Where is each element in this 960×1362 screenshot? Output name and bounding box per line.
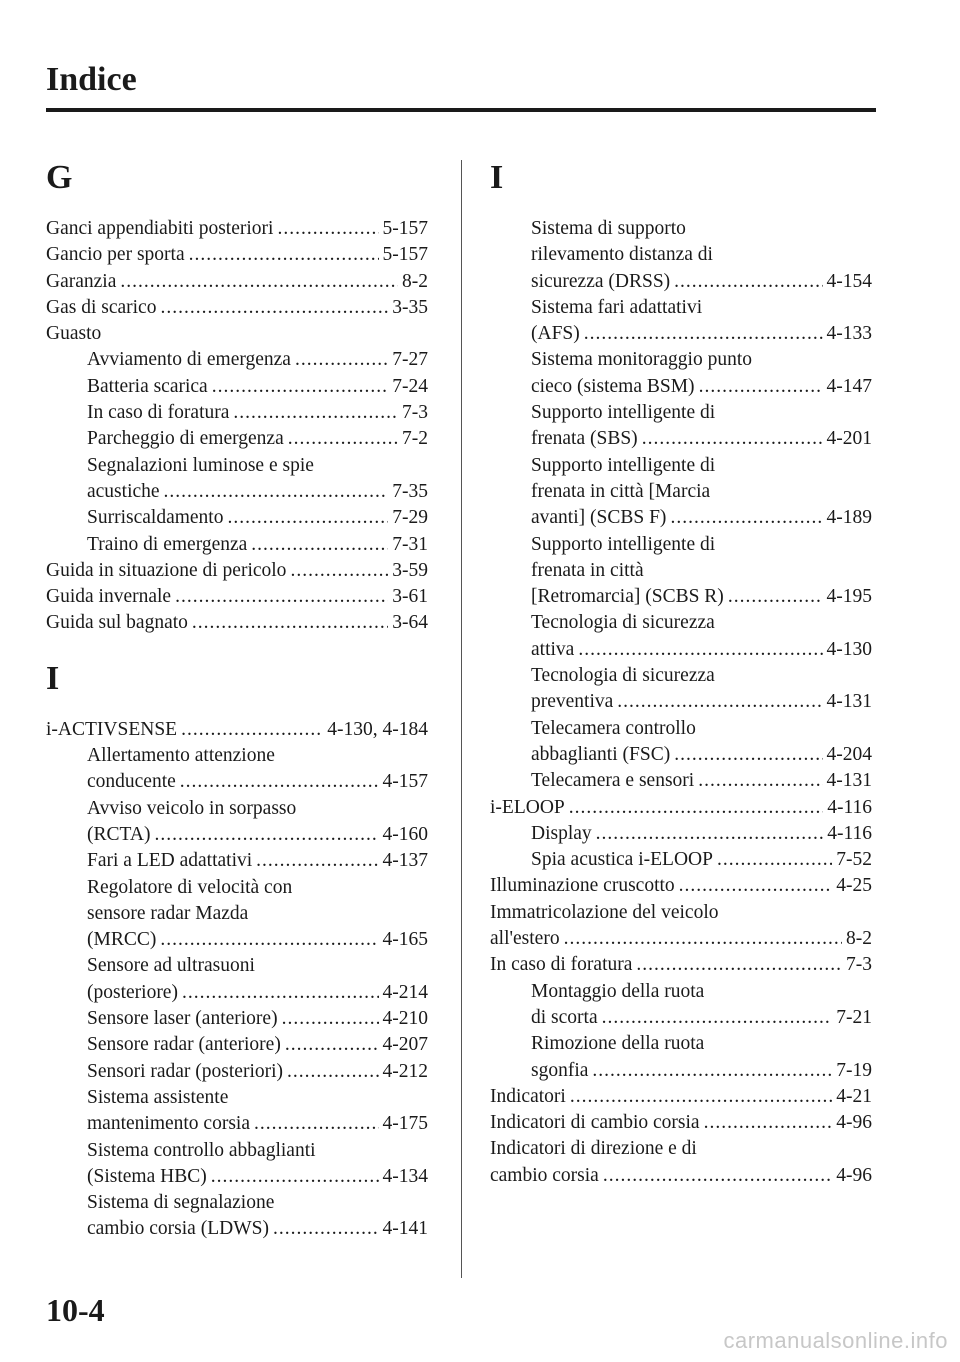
index-entry-text: Montaggio della ruota [531,980,705,1002]
index-entry-text: Surriscaldamento [87,507,224,529]
section-gap [46,637,428,659]
index-entry-text: Sensore radar (anteriore) [87,1034,281,1056]
index-entry-text: Garanzia [46,270,117,292]
index-entry [490,426,872,452]
index-entry [46,953,428,979]
index-entry-text: (MRCC) [87,929,157,951]
index-entry [46,479,428,505]
dot-leader [182,980,379,1006]
dot-leader [120,269,398,295]
section-letter: G [46,159,73,196]
index-entry-page: 4-131 [826,691,872,713]
index-entry-text: Supporto intelligente di [531,533,716,555]
index-entry-page: 4-21 [836,1085,872,1107]
index-entry-text: In caso di foratura [490,954,633,976]
index-entry [46,796,428,822]
index-entry-text: Rimozione della ruota [531,1033,705,1055]
page-number: 10-4 [46,1292,105,1328]
index-entry-page: 4-25 [836,875,872,897]
dot-leader [175,584,388,610]
index-entry [490,479,872,505]
index-entry-page: 3-59 [392,559,428,581]
index-entry [46,717,428,743]
index-entry-page: 5-157 [382,218,428,239]
index-entry-text: frenata in città [531,559,644,581]
index-entry-page: 4-137 [382,850,428,872]
index-entry [46,532,428,558]
index-entry [490,847,872,873]
dot-leader [288,426,398,452]
index-entry [490,926,872,952]
index-entry [46,295,428,321]
index-entry [490,1005,872,1031]
index-entry [46,1216,428,1242]
index-entry [46,505,428,531]
dot-leader [254,1111,379,1137]
dot-leader [282,1006,379,1032]
index-entry [490,321,872,347]
index-entry [490,768,872,794]
index-entry [490,821,872,847]
index-entry-page: 3-35 [392,296,428,318]
index-entry-list [46,717,428,1243]
index-entry [490,689,872,715]
index-entry-text: Sensore laser (anteriore) [87,1008,278,1030]
index-entry-page: 4-204 [826,743,872,765]
index-entry-text: Guida in situazione di pericolo [46,559,287,581]
dot-leader [160,295,388,321]
index-entry-text: [Retromarcia] (SCBS R) [531,586,724,608]
index-entry [46,426,428,452]
index-entry-text: Allertamento attenzione [87,745,275,767]
index-entry [46,743,428,769]
index-entry-page: 4-116 [827,796,872,818]
index-entry-text: Spia acustica i-ELOOP [531,849,713,871]
index-entry [46,216,428,242]
dot-leader [570,1084,832,1110]
dot-leader [596,821,824,847]
index-entry-text: avanti] (SCBS F) [531,507,667,529]
index-entry [46,1006,428,1032]
index-entry [46,242,428,268]
index-entry-text: Guida sul bagnato [46,612,188,634]
index-entry-page: 7-21 [836,1006,872,1028]
index-entry [490,795,872,821]
index-entry-text: Avviamento di emergenza [87,349,291,371]
index-entry [490,374,872,400]
dot-leader [603,1163,832,1189]
index-entry [46,1111,428,1137]
index-entry-text: Telecamera controllo [531,717,696,739]
index-entry-page: 7-27 [392,349,428,371]
index-entry-text: cieco (sistema BSM) [531,375,695,397]
index-entry-text: Sistema assistente [87,1086,229,1108]
dot-leader [192,610,388,636]
index-entry-text: Regolatore di velocità con [87,876,293,898]
index-entry-page: 5-157 [382,244,428,266]
watermark: carmanualsonline.info [723,1328,948,1353]
index-entry-text: acustiche [87,480,160,502]
index-entry [490,900,872,926]
index-entry-page: 4-214 [382,981,428,1003]
index-entry [490,216,872,242]
index-entry [46,610,428,636]
index-entry-text: cambio corsia (LDWS) [87,1218,269,1240]
index-entry [490,1058,872,1084]
index-entry-text: Indicatori [490,1085,566,1107]
index-entry-page: 8-2 [846,928,872,950]
dot-leader [698,768,822,794]
dot-leader [674,742,822,768]
dot-leader [679,873,833,899]
dot-leader [699,374,823,400]
index-entry [46,453,428,479]
index-entry [46,901,428,927]
index-entry-page: 7-29 [392,507,428,529]
index-entry [490,453,872,479]
dot-leader [295,347,388,373]
index-entry-text: Sistema di supporto [531,218,686,239]
index-entry-text: Avviso veicolo in sorpasso [87,797,297,819]
dot-leader [578,637,822,663]
index-entry-text: abbaglianti (FSC) [531,743,671,765]
index-entry-text: di scorta [531,1006,598,1028]
dot-leader [180,769,379,795]
index-entry [46,848,428,874]
dot-leader [211,1164,379,1190]
index-entry-text: i-ELOOP [490,796,565,818]
index-entry-page: 4-212 [382,1060,428,1082]
index-entry-page: 7-35 [392,480,428,502]
index-entry-page: 4-165 [382,929,428,951]
index-entry [490,505,872,531]
index-entry-text: preventiva [531,691,614,713]
index-entry-text: frenata in città [Marcia [531,480,711,502]
index-entry-page: 4-160 [382,823,428,845]
dot-leader [717,847,832,873]
index-entry-text: Sistema controllo abbaglianti [87,1139,316,1161]
index-entry [490,1110,872,1136]
index-entry [490,242,872,268]
index-entry-text: frenata (SBS) [531,428,638,450]
dot-leader [584,321,823,347]
index-entry-text: sensore radar Mazda [87,902,249,924]
dot-leader [212,374,389,400]
index-entry-page: 7-52 [836,849,872,871]
index-entry-page: 8-2 [402,270,428,292]
index-entry [490,269,872,295]
dot-leader [592,1058,832,1084]
dot-leader [227,505,388,531]
index-entry-list [490,216,872,1189]
index-entry-text: i-ACTIVSENSE [46,718,178,740]
index-entry-text: Guida invernale [46,586,172,608]
index-entry-page: 4-157 [382,771,428,793]
index-entry [490,979,872,1005]
dot-leader [277,216,378,242]
index-entry-page: 7-3 [402,402,428,424]
index-entry-text: (RCTA) [87,823,151,845]
index-entry-text: Sistema monitoraggio punto [531,349,752,371]
index-entry-page: 4-130 [826,638,872,660]
index-entry-text: In caso di foratura [87,402,230,424]
dot-leader [728,584,823,610]
index-entry-text: (posteriore) [87,981,178,1003]
index-entry-text: Tecnologia di sicurezza [531,612,715,634]
dot-leader [636,952,842,978]
dot-leader [674,269,822,295]
index-entry-text: all'estero [490,928,560,950]
index-entry [46,1032,428,1058]
index-entry [490,584,872,610]
column-divider [461,160,462,1278]
index-entry [490,347,872,373]
index-entry [490,558,872,584]
index-entry [46,1085,428,1111]
index-column-right [490,158,872,1189]
index-entry [490,1136,872,1162]
index-entry-text: Illuminazione cruscotto [490,875,675,897]
index-entry [46,347,428,373]
section-letter: I [46,659,60,697]
index-entry-page: 4-189 [826,507,872,529]
index-entry-text: Supporto intelligente di [531,454,716,476]
index-entry [490,716,872,742]
dot-leader [602,1005,833,1031]
index-entry-text: Sistema fari adattativi [531,296,703,318]
index-entry [490,1084,872,1110]
index-entry [490,1163,872,1189]
index-entry-text: mantenimento corsia [87,1113,250,1135]
index-entry-page: 4-195 [826,586,872,608]
index-entry-text: Parcheggio di emergenza [87,428,284,450]
index-entry [490,295,872,321]
index-entry-page: 4-210 [382,1008,428,1030]
index-entry-text: attiva [531,638,575,660]
index-entry [490,952,872,978]
index-entry-text: Segnalazioni luminose e spie [87,454,314,476]
index-entry [490,532,872,558]
index-entry [490,637,872,663]
dot-leader [160,927,378,953]
dot-leader [285,1032,379,1058]
index-entry-page: 4-96 [836,1164,872,1186]
index-entry-text: Ganci appendiabiti posteriori [46,218,274,239]
index-entry-text: Fari a LED adattativi [87,850,253,872]
index-entry [46,769,428,795]
index-entry-text: Sistema di segnalazione [87,1192,275,1214]
dot-leader [181,717,323,743]
index-entry-page: 7-2 [402,428,428,450]
dot-leader [164,479,389,505]
header-rule [46,108,876,112]
index-entry-text: Guasto [46,323,102,345]
index-column-left [46,158,428,1243]
dot-leader [290,558,388,584]
dot-leader [189,242,379,268]
index-entry-text: (AFS) [531,323,580,345]
index-entry [46,269,428,295]
dot-leader [617,689,822,715]
index-entry-page: 4-134 [382,1165,428,1187]
index-entry [46,1164,428,1190]
dot-leader [233,400,398,426]
index-entry [46,875,428,901]
index-entry-page: 4-96 [836,1112,872,1134]
index-entry-text: Indicatori di direzione e di [490,1138,697,1160]
section-letter: I [490,159,504,196]
index-entry-page: 4-201 [826,428,872,450]
index-entry-text: conducente [87,771,176,793]
dot-leader [251,532,388,558]
index-entry-text: Supporto intelligente di [531,402,716,424]
index-entry [490,663,872,689]
index-entry [46,1190,428,1216]
index-entry-text: Sensore ad ultrasuoni [87,955,255,977]
index-entry [46,1059,428,1085]
index-entry [46,822,428,848]
dot-leader [287,1059,378,1085]
index-entry-page: 4-207 [382,1034,428,1056]
index-entry-page: 4-154 [826,270,872,292]
index-entry [46,584,428,610]
index-entry-text: Gancio per sporta [46,244,185,266]
index-entry-page: 7-31 [392,533,428,555]
index-entry-text: Sensori radar (posteriori) [87,1060,284,1082]
index-entry-page: 4-141 [382,1218,428,1240]
index-entry-text: Tecnologia di sicurezza [531,665,715,687]
index-entry-page: 4-116 [827,822,872,844]
dot-leader [704,1110,833,1136]
dot-leader [642,426,823,452]
index-entry-page: 3-61 [392,586,428,608]
index-entry [490,873,872,899]
index-entry-page: 4-131 [826,770,872,792]
index-entry-text: Telecamera e sensori [531,770,695,792]
index-entry [490,742,872,768]
dot-leader [564,926,842,952]
index-entry-page: 3-64 [392,612,428,634]
index-entry [46,321,428,347]
index-entry-list [46,216,428,637]
index-entry-page: 7-3 [846,954,872,976]
index-entry [46,400,428,426]
index-entry-page: 4-133 [826,323,872,345]
index-entry-text: rilevamento distanza di [531,244,713,266]
index-entry-text: sicurezza (DRSS) [531,270,671,292]
index-entry [46,927,428,953]
index-entry-text: Indicatori di cambio corsia [490,1112,700,1134]
page-title: Indice [46,61,137,98]
index-entry [46,374,428,400]
index-entry-text: Immatricolazione del veicolo [490,901,719,923]
index-entry-text: Display [531,822,592,844]
index-entry-text: Batteria scarica [87,375,208,397]
index-entry-text: Gas di scarico [46,296,157,318]
index-entry [490,1031,872,1057]
index-entry [46,558,428,584]
index-entry-text: (Sistema HBC) [87,1165,207,1187]
index-entry [46,1138,428,1164]
index-entry-text: cambio corsia [490,1164,599,1186]
index-entry-page: 7-19 [836,1059,872,1081]
index-entry-page: 4-147 [826,375,872,397]
index-entry-page: 4-130, 4-184 [327,718,428,740]
dot-leader [273,1216,379,1242]
dot-leader [569,795,823,821]
index-entry [490,610,872,636]
index-entry [490,400,872,426]
index-entry [46,980,428,1006]
dot-leader [154,822,378,848]
index-entry-page: 7-24 [392,375,428,397]
index-entry-page: 4-175 [382,1113,428,1135]
dot-leader [256,848,378,874]
dot-leader [670,505,822,531]
index-entry-text: sgonfia [531,1059,589,1081]
index-entry-text: Traino di emergenza [87,533,248,555]
